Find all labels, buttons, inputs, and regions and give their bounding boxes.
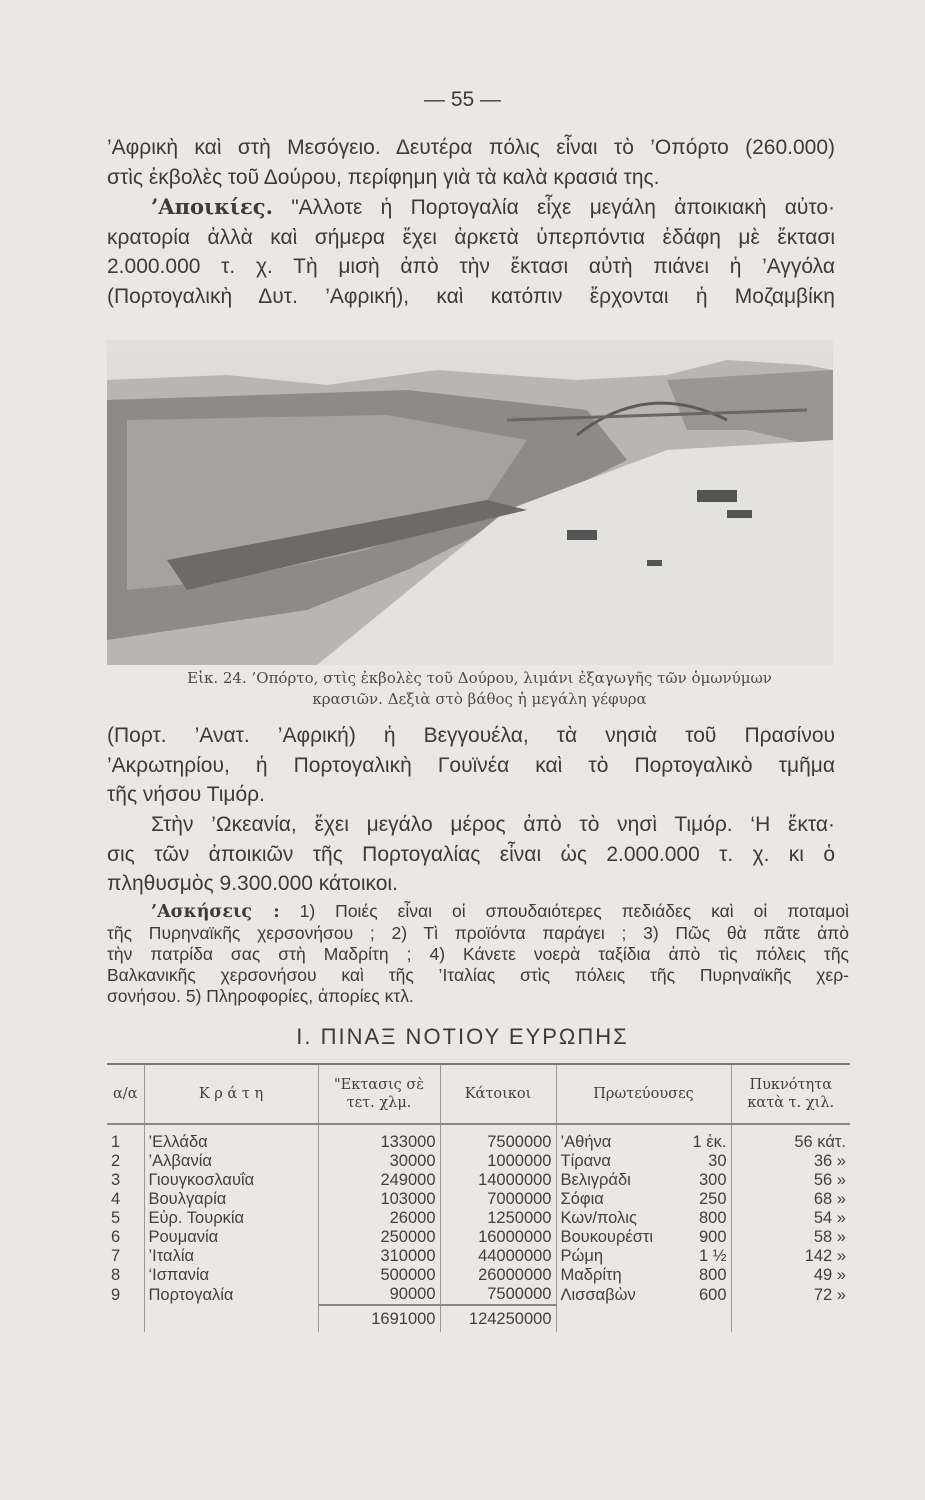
header-index: α/α [107, 1064, 144, 1124]
text-line: (Πορτ. ’Ανατ. ’Αφρική) ἡ Βεγγουέλα, τὰ νησιὰ τοῦ Πρασίνου [107, 724, 835, 747]
cell-area: 103000 [318, 1190, 440, 1209]
header-capitals: Πρωτεύουσες [556, 1064, 731, 1124]
cell-cap-pop: 800 [698, 1266, 727, 1284]
table-row [107, 1190, 850, 1209]
cell-capital: Λισσαβὼν [556, 1285, 681, 1305]
text-line: ’Αφρικὴ καὶ στὴ Μεσόγειο. Δευτέρα πόλις εἶναι τὸ ’Οπόρτο (260.000) [107, 136, 835, 159]
cell-capital: Τίρανα [556, 1152, 681, 1171]
table-row [107, 1266, 850, 1285]
table-row [107, 1124, 850, 1152]
paragraph-colonies-cont [107, 721, 835, 810]
text-line: Στὴν ’Ωκεανία, ἔχει μεγάλο μέρος ἀπὸ τὸ νησὶ Τιμόρ. ‘Η ἔκτα· [151, 813, 835, 836]
cell-capital: Ρώμη [556, 1247, 681, 1266]
cell-state: Βουλγαρία [144, 1190, 318, 1209]
table-row [107, 1247, 850, 1266]
cell-pop: 26000000 [440, 1266, 556, 1285]
cell-state: Πορτογαλία [144, 1285, 318, 1305]
cell-area: 90000 [318, 1285, 440, 1305]
text-line: στὶς ἐκβολὲς τοῦ Δούρου, περίφημη γιὰ τὰ καλὰ κρασιά της. [107, 165, 660, 189]
cell-cap-pop: 1 ½ [698, 1247, 727, 1265]
cell-cap-pop: 30 [708, 1152, 727, 1170]
table-row [107, 1209, 850, 1228]
cell-pop: 14000000 [440, 1171, 556, 1190]
figure-caption-line-2: κρασιῶν. Δεξιὰ στὸ βάθος ἡ μεγάλη γέφυρα [312, 690, 647, 708]
cell-pop: 1250000 [440, 1209, 556, 1228]
cell-density: 72 » [731, 1285, 850, 1305]
text-line: τῆς νήσου Τιμόρ. [107, 783, 265, 807]
exercises [107, 901, 849, 1007]
page-number: — 55 — [423, 88, 502, 111]
table-row [107, 1152, 850, 1171]
cell-state: ’Ελλάδα [144, 1124, 318, 1152]
text-line: σονήσου. 5) Πληροφορίες, ἀπορίες κτλ. [107, 986, 414, 1006]
figure-photo-porto [107, 340, 833, 665]
cell-pop: 7500000 [440, 1124, 556, 1152]
paragraph-porto [107, 133, 835, 192]
cell-density: 54 » [731, 1209, 850, 1228]
cell-capital: Σόφια [556, 1190, 681, 1209]
header-states: Κ ρ ά τ η [144, 1064, 318, 1124]
cell-state: Ρουμανία [144, 1228, 318, 1247]
cell-state: ‘Ισπανία [144, 1266, 318, 1285]
table-row [107, 1171, 850, 1190]
cell-n: 9 [111, 1285, 121, 1304]
header-population: Κάτοικοι [440, 1064, 556, 1124]
cell-cap-pop: 300 [698, 1171, 727, 1189]
south-europe-table [107, 1063, 850, 1332]
text-line: ’Ακρωτηρίου, ἡ Πορτογαλικὴ Γουϊνέα καὶ τὸ Πορτογαλικὸ τμῆμα [107, 753, 835, 777]
cell-state: ’Ιταλία [144, 1247, 318, 1266]
cell-n: 2 [111, 1152, 121, 1170]
cell-cap-pop: 250 [698, 1190, 727, 1208]
cell-area: 250000 [318, 1228, 440, 1247]
cell-density: 68 » [731, 1190, 850, 1209]
cell-pop: 7000000 [440, 1190, 556, 1209]
text-line: (Πορτογαλικὴ Δυτ. ’Αφρική), καὶ κατόπιν ἔρχονται ἡ Μοζαμβίκη [107, 284, 835, 308]
header-area: "Εκτασις σὲ τετ. χλμ. [318, 1064, 440, 1124]
section-heading: ’Αποικίες. [151, 194, 273, 219]
cell-n: 1 [111, 1133, 121, 1151]
cell-density: 36 » [731, 1152, 850, 1171]
table-header-row [107, 1064, 850, 1124]
cell-pop: 1000000 [440, 1152, 556, 1171]
text-line [107, 901, 849, 923]
cell-cap-pop: 900 [698, 1228, 727, 1246]
cell-area: 310000 [318, 1247, 440, 1266]
text-line: τὴν πατρίδα σας στὴ Μαδρίτη ; 4) Κάνετε νοερὰ ταξίδια ἀπὸ τὶς πόλεις τῆς [107, 944, 849, 964]
cell-n: 3 [111, 1171, 121, 1189]
cell-cap-pop: 1 ἑκ. [692, 1133, 727, 1151]
cell-cap-pop: 800 [698, 1209, 727, 1227]
text-line: κρατορία ἀλλὰ καὶ σήμερα ἔχει ἀρκετὰ ὑπερπόντια ἐδάφη μὲ ἔκτασι [107, 225, 835, 249]
cell-n: 5 [111, 1209, 121, 1227]
cell-density: 56 » [731, 1171, 850, 1190]
cell-capital: Κων/πολις [556, 1209, 681, 1228]
cell-n: 4 [111, 1190, 121, 1208]
empty-cell [107, 1305, 144, 1332]
paragraph-oceania [107, 810, 835, 899]
text-line: 2.000.000 τ. χ. Τὴ μισὴ ἀπὸ τὴν ἔκτασι αὐτὴ πιάνει ἡ ’Αγγόλα [107, 255, 835, 279]
table-row [107, 1228, 850, 1247]
cell-density: 56 κάτ. [731, 1124, 850, 1152]
total-area: 1691000 [318, 1305, 440, 1332]
cell-capital: Βελιγράδι [556, 1171, 681, 1190]
table-row [107, 1285, 850, 1305]
cell-capital: ’Αθήνα [556, 1124, 681, 1152]
text-span: "Αλλοτε ἡ Πορτογαλία εἶχε μεγάλη ἀποικιακὴ αὐτο· [291, 196, 835, 219]
cell-area: 133000 [318, 1124, 440, 1152]
total-population: 124250000 [440, 1305, 556, 1332]
text-line: πληθυσμὸς 9.300.000 κάτοικοι. [107, 872, 398, 896]
table-totals-row [107, 1305, 850, 1332]
text-line: τῆς Πυρηναϊκῆς χερσονήσου ; 2) Τὶ προϊόντα παράγει ; 3) Πῶς θὰ πᾶτε ἀπὸ [107, 923, 849, 943]
text-line: Βαλκανικῆς χερσονήσου καὶ τῆς ’Ιταλίας στὶς πόλεις τῆς Πυρηναϊκῆς χερ- [107, 965, 849, 985]
cell-density: 142 » [731, 1247, 850, 1266]
header-density: Πυκνότητα κατὰ τ. χιλ. [731, 1064, 850, 1124]
cell-density: 49 » [731, 1266, 850, 1285]
cell-capital: Βουκουρέστι [556, 1228, 681, 1247]
cell-state: Εὐρ. Τουρκία [144, 1209, 318, 1228]
porto-photo-illustration [107, 340, 833, 665]
cell-area: 500000 [318, 1266, 440, 1285]
empty-cell [731, 1305, 850, 1332]
cell-area: 26000 [318, 1209, 440, 1228]
cell-pop: 16000000 [440, 1228, 556, 1247]
empty-cell [556, 1305, 731, 1332]
cell-pop: 44000000 [440, 1247, 556, 1266]
cell-state: Γιουγκοσλαυΐα [144, 1171, 318, 1190]
cell-capital: Μαδρίτη [556, 1266, 681, 1285]
empty-cell [144, 1305, 318, 1332]
cell-density: 58 » [731, 1228, 850, 1247]
cell-n: 8 [111, 1266, 121, 1284]
cell-n: 6 [111, 1228, 121, 1246]
text-line [107, 192, 835, 223]
cell-n: 7 [111, 1247, 121, 1265]
table-title: I. ΠΙΝΑΞ ΝΟΤΙΟΥ ΕΥΡΩΠΗΣ [296, 1024, 629, 1049]
text-span: 1) Ποιές εἶναι οἱ σπουδαιότερες πεδιάδες καὶ οἱ ποταμοὶ [299, 901, 849, 921]
text-line: σις τῶν ἀποικιῶν τῆς Πορτογαλίας εἶναι ὡς 2.000.000 τ. χ. κι ὁ [107, 842, 835, 866]
cell-cap-pop: 600 [698, 1285, 727, 1304]
paragraph-colonies [107, 192, 835, 311]
cell-pop: 7500000 [440, 1285, 556, 1305]
figure-caption-line-1: Εἰκ. 24. ’Οπόρτο, στὶς ἐκβολὲς τοῦ Δούρου, λιμάνι ἐξαγωγῆς τῶν ὁμωνύμων [187, 669, 772, 687]
exercises-heading: ’Ασκήσεις : [151, 902, 280, 922]
cell-area: 249000 [318, 1171, 440, 1190]
cell-state: ’Αλβανία [144, 1152, 318, 1171]
cell-area: 30000 [318, 1152, 440, 1171]
